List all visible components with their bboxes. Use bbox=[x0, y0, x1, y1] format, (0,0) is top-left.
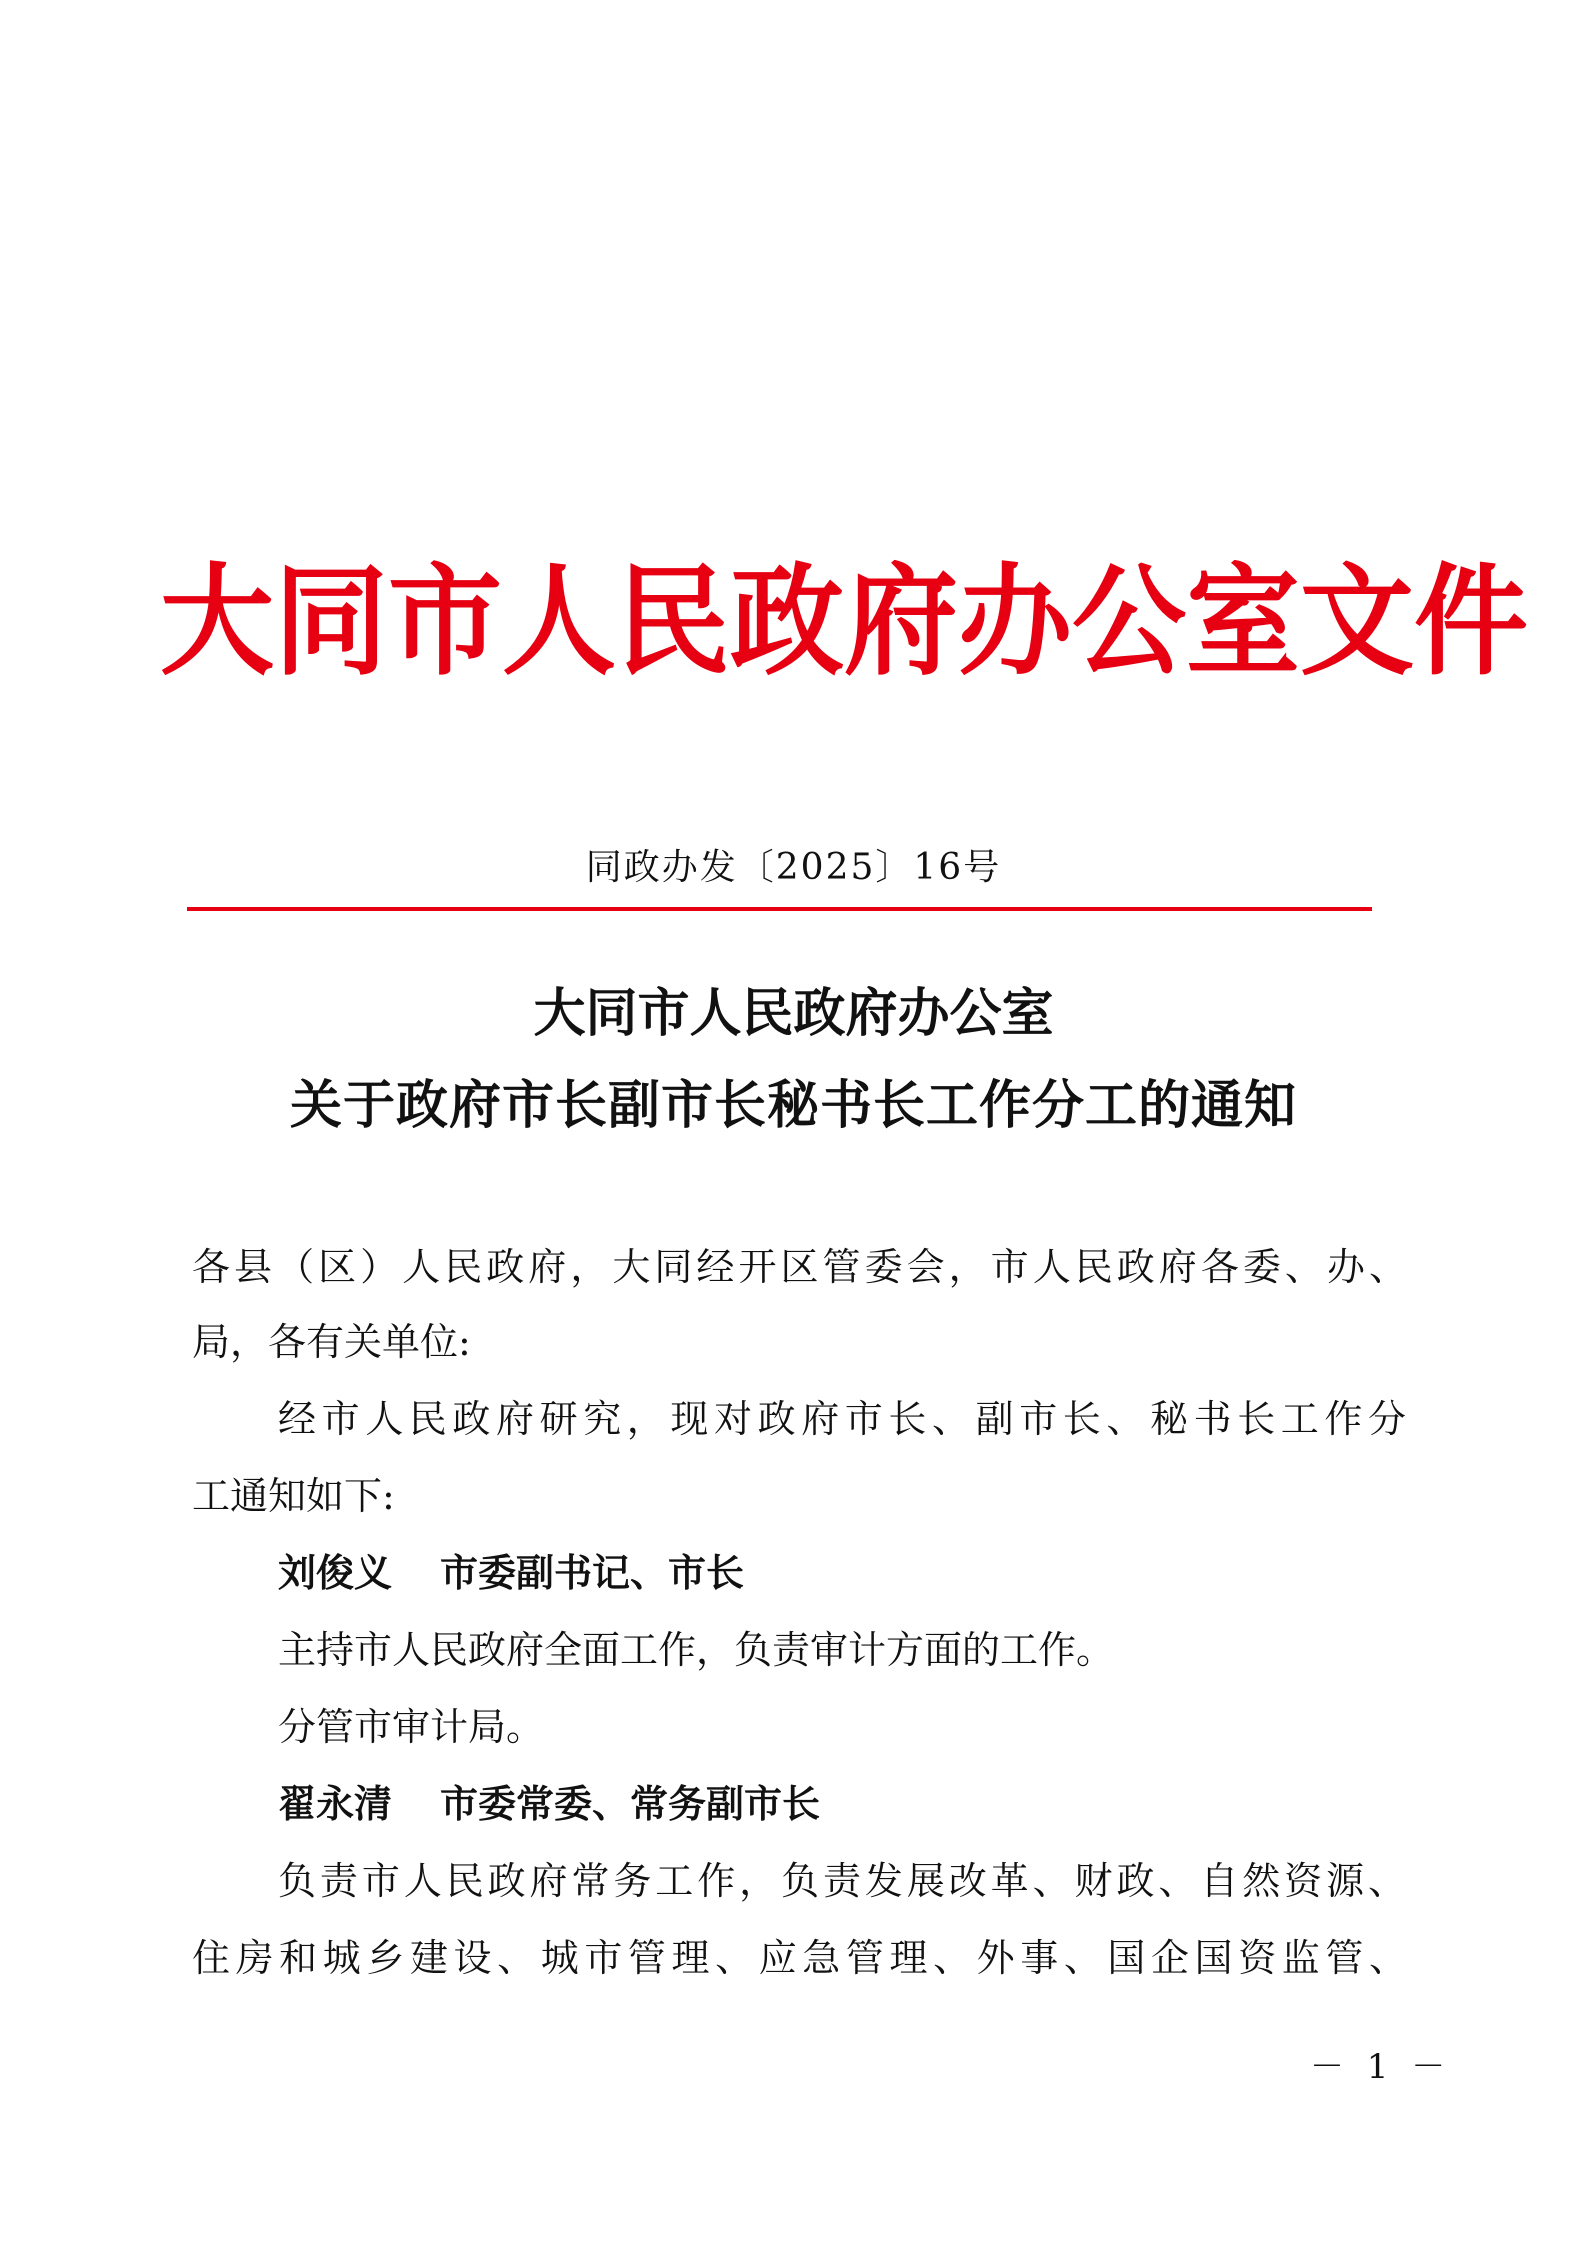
official-name: 刘俊义 bbox=[278, 1551, 393, 1595]
official-position: 市委常委、常务副市长 bbox=[440, 1782, 821, 1826]
official-position: 市委副书记、市长 bbox=[440, 1551, 745, 1595]
salutation-line-1: 各县（区）人民政府，大同经开区管委会，市人民政府各委、办、 bbox=[192, 1245, 1407, 1289]
official-heading-2 bbox=[278, 1782, 1493, 1826]
official-name: 翟永清 bbox=[278, 1782, 393, 1826]
intro-line-1: 经市人民政府研究，现对政府市长、副市长、秘书长工作分 bbox=[278, 1397, 1406, 1441]
official-duties-1: 主持市人民政府全面工作，负责审计方面的工作。 bbox=[278, 1628, 1115, 1672]
official-heading-1 bbox=[278, 1551, 1493, 1595]
official-duties-2-line-1: 负责市人民政府常务工作，负责发展改革、财政、自然资源、 bbox=[278, 1859, 1406, 1903]
masthead-title: 大同市人民政府办公室文件 bbox=[160, 551, 1529, 692]
document-title-line-2: 关于政府市长副市长秘书长工作分工的通知 bbox=[289, 1076, 1297, 1136]
page-number: － 1 － bbox=[1310, 2047, 1452, 2087]
intro-line-2: 工通知如下: bbox=[192, 1474, 395, 1518]
official-duties-2-line-2: 住房和城乡建设、城市管理、应急管理、外事、国企国资监管、 bbox=[192, 1936, 1407, 1980]
red-divider-line bbox=[187, 907, 1372, 911]
document-number: 同政办发〔2025〕16号 bbox=[585, 847, 1002, 888]
official-manages-1: 分管市审计局。 bbox=[278, 1705, 545, 1749]
document-title-line-1: 大同市人民政府办公室 bbox=[533, 984, 1054, 1044]
salutation-line-2: 局，各有关单位: bbox=[192, 1320, 471, 1364]
